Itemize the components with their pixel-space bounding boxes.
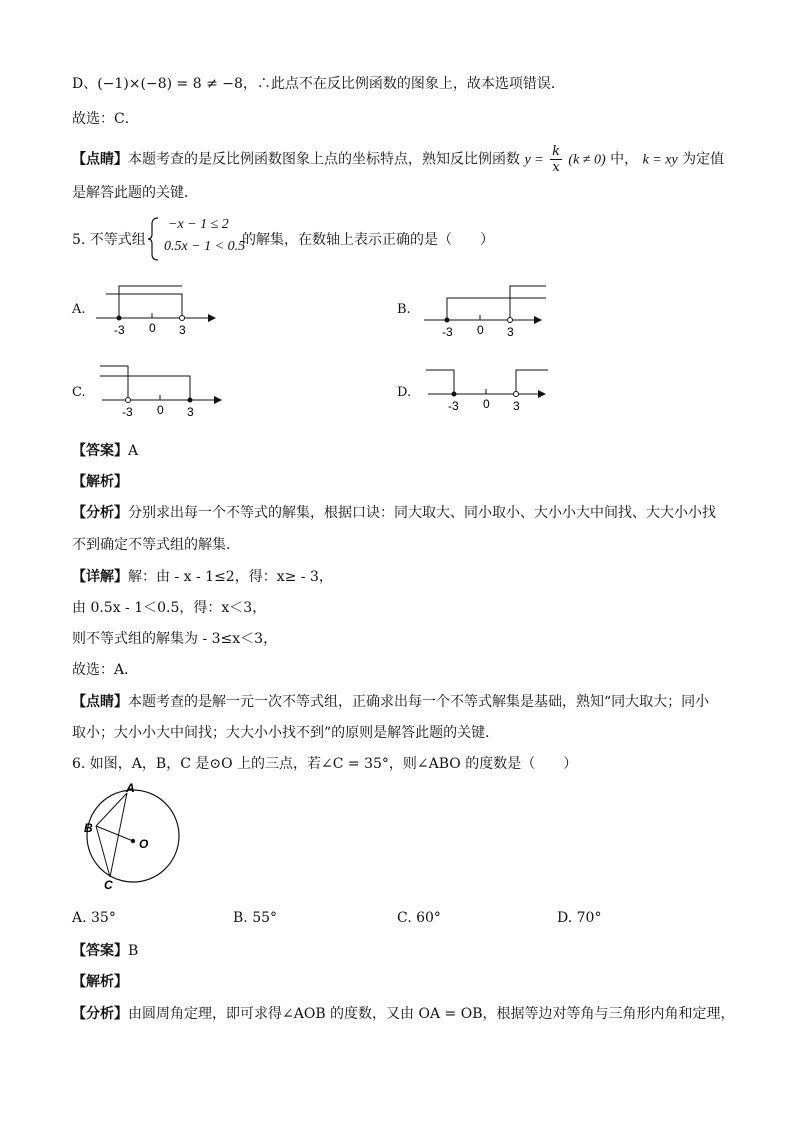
segment-ab [96,793,127,826]
option-c-label[interactable]: C. [72,385,86,400]
text: 故选：A． [72,662,139,678]
line-option-d-explanation [72,74,565,94]
section-tag: 【解析】 [72,474,128,490]
open-dot [180,316,185,321]
closed-dot [188,398,193,403]
text: 6. 如图，A，B，C 是⊙O 上的三点，若∠C = 35°，则∠ABO 的度数是（ ） [72,756,578,772]
section-tag: 【解析】 [72,974,128,990]
section-tag: 【点睛】 [72,151,128,168]
segment-bc [96,826,110,877]
text: 本题考查的是解一元一次不等式组，正确求出每一个不等式解集是基础，熟知“同大取大；同小 [128,694,710,710]
inequality-system [164,214,245,258]
circle-o [87,790,179,882]
label-a: A [126,781,135,795]
section-tag: 【答案】 [72,443,128,459]
tick-label: -3 [448,399,459,413]
option-a-label[interactable]: A. [72,302,86,317]
question-6 [72,754,577,774]
segment-bo [96,826,133,841]
arrow-icon [534,316,542,324]
tick-label: 3 [179,323,186,337]
label-b: B [84,821,93,835]
tick-label: 3 [507,325,514,339]
line-dianjing-4-cont [72,183,198,203]
circle-figure [78,780,188,892]
tick-label: -3 [114,323,125,337]
math-y: y = [524,152,544,168]
tick-label: 3 [187,405,194,419]
text: 不到确定不等式组的解集． [72,537,240,553]
fenxi-5-cont [72,535,240,555]
denominator: x [552,160,560,175]
text: 本题考查的是反比例函数图象上点的坐标特点，熟知反比例函数 [128,151,520,168]
text: 5. 不等式组 [72,232,146,248]
option-d[interactable]: D. 70° [557,910,602,926]
tick-label: 3 [513,399,520,413]
math-condition: (k ≠ 0) [568,152,606,168]
option-b-label[interactable]: B. [397,302,411,317]
text: 则不等式组的解集为 - 3≤x＜3， [72,631,278,647]
numerator: k [552,144,560,159]
jiexi-6 [72,972,128,992]
text: A [128,443,139,459]
number-line-c [98,362,228,420]
text: 解：由 - x - 1≤2，得：x≥ - 3， [128,569,333,585]
xiangjie-5-d [72,660,138,680]
number-line-d [424,362,554,420]
section-tag: 【答案】 [72,943,128,959]
xiangjie-5 [72,567,333,587]
fraction-k-over-x [550,144,562,175]
tick-label: -3 [122,405,133,419]
arrow-icon [214,396,222,404]
text: 故选：C． [72,111,139,127]
text: 为定值 [682,151,725,168]
label-c: C [104,878,113,892]
tick-label: 0 [477,323,484,337]
text: 是解答此题的关键． [72,185,198,201]
closed-dot [452,392,457,397]
option-d-label[interactable]: D. [397,385,412,400]
arrow-icon [538,390,546,398]
open-dot [508,318,513,323]
text: 取小；大小小大中间找；大大小小找不到”的原则是解答此题的关键． [72,725,500,741]
label-o: O [139,837,149,851]
section-tag: 【分析】 [72,505,128,521]
open-dot [514,392,519,397]
text: D、(−1)×(−8) = 8 ≠ −8，∴此点不在反比例函数的图象上，故本选项错误． [72,76,565,92]
dianjing-5-cont [72,723,499,743]
question-5-tail [242,230,494,250]
dianjing-5 [72,692,709,712]
open-dot [126,398,131,403]
xiangjie-5-b [72,598,266,618]
tick-label: 0 [157,403,164,417]
answer-5 [72,441,138,461]
section-tag: 【详解】 [72,569,128,585]
question-5 [72,230,146,250]
inequality-1: −x − 1 ≤ 2 [168,217,229,232]
tick-label: 0 [483,397,490,411]
jiexi-5 [72,472,128,492]
text: 分别求出每一个不等式的解集，根据口诀：同大取大、同小取小、大小小大中间找、大大小小找 [128,505,716,521]
brace-icon [146,216,160,262]
answer-6 [72,941,138,961]
text: 由 0.5x - 1＜0.5，得：x＜3， [72,600,267,616]
text: 由圆周角定理，即可求得∠AOB 的度数，又由 OA = OB，根据等边对等角与三角形内角和定理， [128,1006,735,1022]
section-tag: 【分析】 [72,1006,128,1022]
text: B [128,943,139,959]
number-line-b [420,284,550,340]
text: 的解集，在数轴上表示正确的是（ ） [242,232,494,248]
math-kxy: k = xy [642,152,678,168]
closed-dot [445,318,450,323]
fenxi-5 [72,503,716,523]
section-tag: 【点睛】 [72,694,128,710]
option-b[interactable]: B. 55° [233,910,278,926]
center-point [131,839,135,843]
option-a[interactable]: A. 35° [72,910,116,926]
number-line-a [92,282,222,338]
line-dianjing-4 [72,144,724,175]
closed-dot [117,316,122,321]
fenxi-6 [72,1004,735,1024]
text: 中， [610,151,639,168]
tick-label: -3 [442,325,453,339]
option-c[interactable]: C. 60° [397,910,441,926]
inequality-2: 0.5x − 1 < 0.5 [164,239,246,254]
arrow-icon [208,314,216,322]
line-answer-c [72,109,139,129]
tick-label: 0 [149,321,156,335]
xiangjie-5-c [72,629,277,649]
